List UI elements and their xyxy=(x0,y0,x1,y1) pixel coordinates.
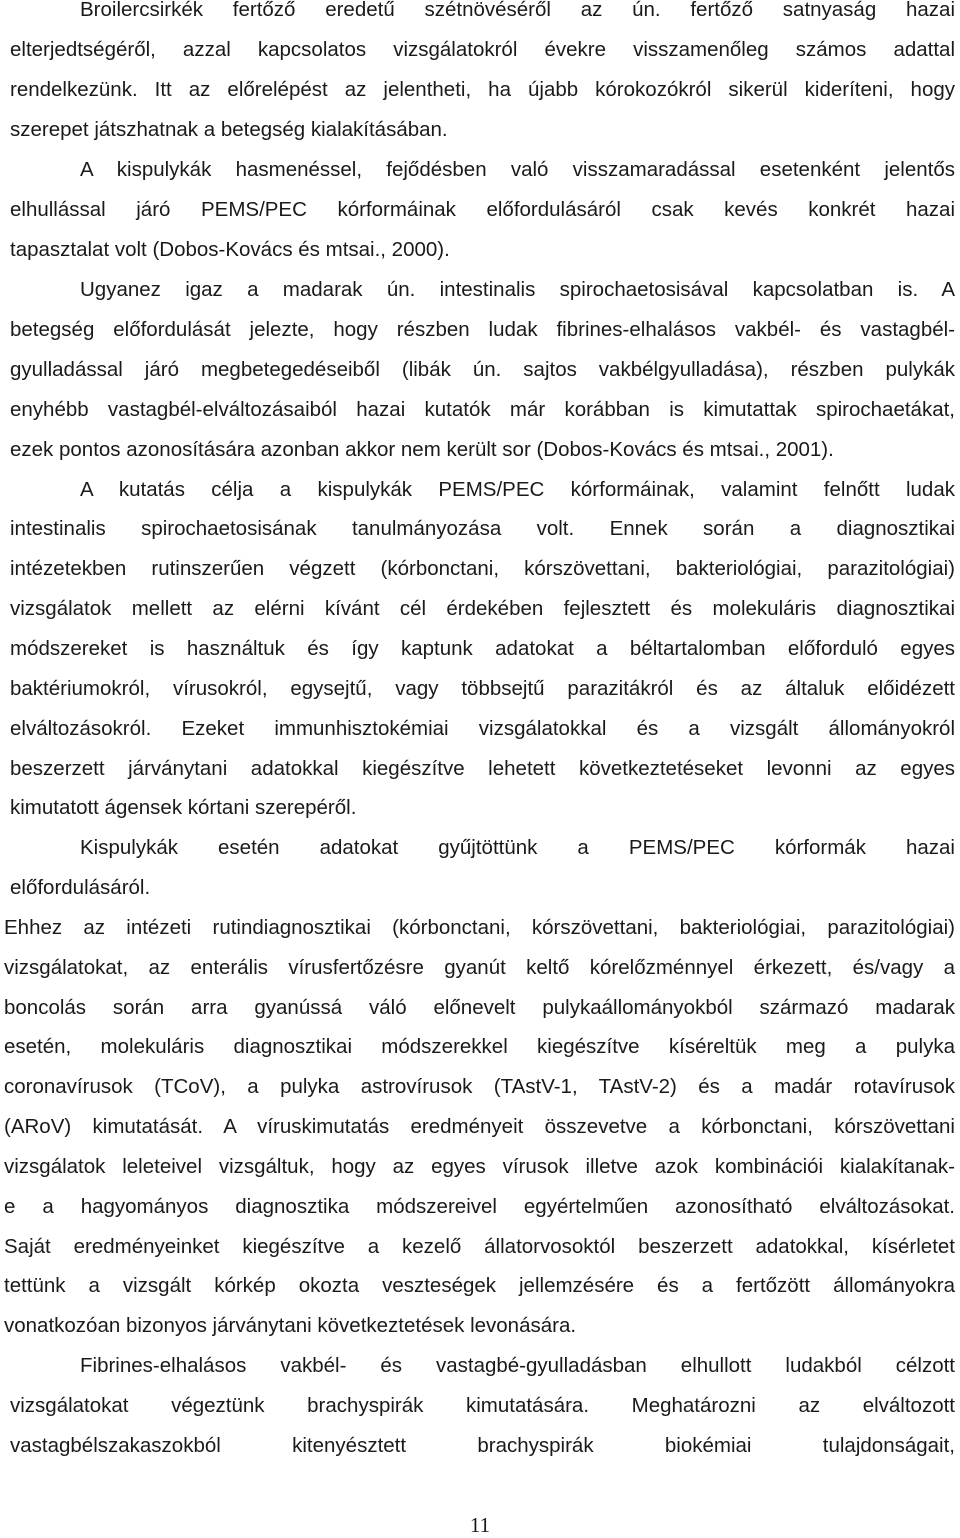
text-line: coronavírusok (TCoV), a pulyka astrovírusok (TAstV-1, TAstV-2) és a madár rotavírusok xyxy=(4,1075,955,1098)
text-line: beszerzett járványtani adatokkal kiegészítve lehetett következtetéseket levonni az egyes xyxy=(10,757,955,780)
text-line: előfordulásáról. xyxy=(10,876,151,899)
text-line: Kispulykák esetén adatokat gyűjtöttünk a PEMS/PEC kórformák hazai xyxy=(80,836,955,859)
text-line: módszereket is használtuk és így kaptunk adatokat a béltartalomban előforduló egyes xyxy=(10,637,955,660)
text-line: gyulladással járó megbetegedéseiből (libák ún. sajtos vakbélgyulladása), részben pulykák xyxy=(10,358,955,381)
text-line: elváltozásokról. Ezeket immunhisztokémiai vizsgálatokkal és a vizsgált állományokról xyxy=(10,717,955,740)
text-line: ezek pontos azonosítására azonban akkor nem került sor (Dobos-Kovács és mtsai., 2001). xyxy=(10,438,834,461)
text-line: enyhébb vastagbél-elváltozásaiból hazai kutatók már korábban is kimutattak spirochaetákat, xyxy=(10,398,955,421)
text-line: Ehhez az intézeti rutindiagnosztikai (kórbonctani, kórszövettani, bakteriológiai, parazitológiai) xyxy=(4,916,955,939)
text-line: Saját eredményeinket kiegészítve a kezelő állatorvosoktól beszerzett adatokkal, kísérletet xyxy=(4,1235,955,1258)
text-line: e a hagyományos diagnosztika módszereivel egyértelműen azonosítható elváltozásokat. xyxy=(4,1195,955,1218)
text-line: elhullással járó PEMS/PEC kórformáinak előfordulásáról csak kevés konkrét hazai xyxy=(10,198,955,221)
text-line: kimutatott ágensek kórtani szerepéről. xyxy=(10,796,357,819)
text-line: Broilercsirkék fertőző eredetű szétnövéséről az ún. fertőző satnyaság hazai xyxy=(80,0,955,21)
text-line: betegség előfordulását jelezte, hogy részben ludak fibrines-elhalásos vakbél- és vastagbél- xyxy=(10,318,955,341)
text-line: szerepet játszhatnak a betegség kialakításában. xyxy=(10,118,448,141)
text-line: esetén, molekuláris diagnosztikai módszerekkel kiegészítve kíséreltük meg a pulyka xyxy=(4,1035,955,1058)
text-line: boncolás során arra gyanússá váló előnevelt pulykaállományokból származó madarak xyxy=(4,996,955,1019)
text-line: vizsgálatok leleteivel vizsgáltuk, hogy az egyes vírusok illetve azok kombinációi kialakítanak- xyxy=(4,1155,955,1178)
text-line: intestinalis spirochaetosisának tanulmányozása volt. Ennek során a diagnosztikai xyxy=(10,517,955,540)
text-line: Ugyanez igaz a madarak ún. intestinalis spirochaetosisával kapcsolatban is. A xyxy=(80,278,955,301)
text-line: tapasztalat volt (Dobos-Kovács és mtsai., 2000). xyxy=(10,238,450,261)
text-line: vizsgálatokat, az enterális vírusfertőzésre gyanút keltő kórelőzménnyel érkezett, és/vagy a xyxy=(4,956,955,979)
text-line: vizsgálatokat végeztünk brachyspirák kimutatására. Meghatározni az elváltozott xyxy=(10,1394,955,1417)
text-line: vonatkozóan bizonyos járványtani következtetések levonására. xyxy=(4,1314,577,1337)
text-line: (ARoV) kimutatását. A víruskimutatás eredményeit összevetve a kórbonctani, kórszövettani xyxy=(4,1115,955,1138)
text-line: rendelkezünk. Itt az előrelépést az jelentheti, ha újabb kórokozókról sikerül kideríteni, hogy xyxy=(10,78,955,101)
text-line: vastagbélszakaszokból kitenyésztett brachyspirák biokémiai tulajdonságait, xyxy=(10,1434,955,1457)
text-line: elterjedtségéről, azzal kapcsolatos vizsgálatokról évekre visszamenőleg számos adattal xyxy=(10,38,955,61)
text-line: tettünk a vizsgált kórkép okozta veszteségek jellemzésére és a fertőzött állományokra xyxy=(4,1274,955,1297)
text-line: vizsgálatok mellett az elérni kívánt cél érdekében fejlesztett és molekuláris diagnosztikai xyxy=(10,597,955,620)
text-line: A kutatás célja a kispulykák PEMS/PEC kórformáinak, valamint felnőtt ludak xyxy=(80,478,955,501)
text-line: A kispulykák hasmenéssel, fejődésben való visszamaradással esetenként jelentős xyxy=(80,158,955,181)
page-number: 11 xyxy=(469,1513,491,1537)
text-line: intézetekben rutinszerűen végzett (kórbonctani, kórszövettani, bakteriológiai, parazitológiai) xyxy=(10,557,955,580)
text-line: baktériumokról, vírusokról, egysejtű, vagy többsejtű parazitákról és az általuk előidézett xyxy=(10,677,955,700)
text-line: Fibrines-elhalásos vakbél- és vastagbé-gyulladásban elhullott ludakból célzott xyxy=(80,1354,955,1377)
